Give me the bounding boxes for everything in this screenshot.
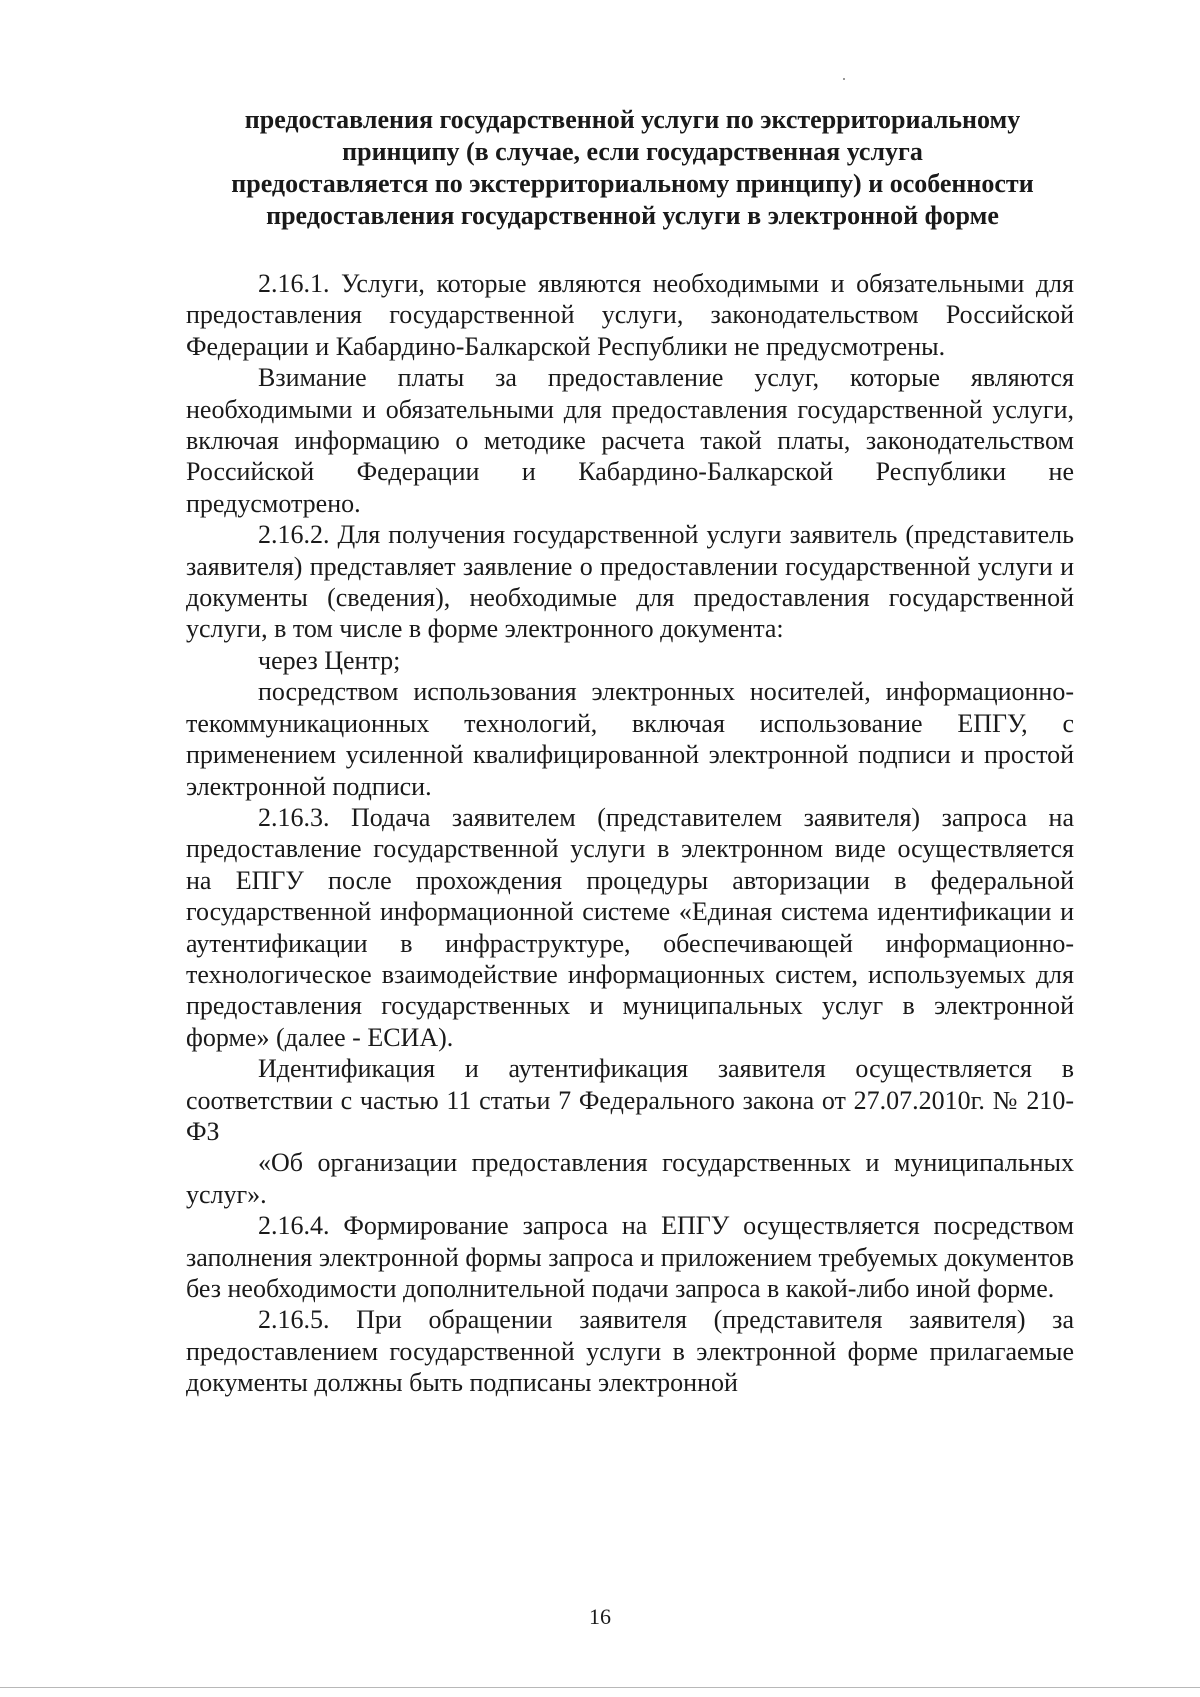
paragraph-fee: Взимание платы за предоставление услуг, которые являются необходимыми и обязательными для предоставления государственной услуги, включая информацию о методике расчета такой платы, законодательством Российской Федерации и Кабардино-Балкарской Республики не предусмотрено. — [186, 363, 1074, 518]
heading-line: принципу (в случае, если государственная услуга — [342, 137, 923, 166]
scan-speck — [843, 78, 845, 80]
paragraph-electronic-means: посредством использования электронных носителей, информационно-текоммуникационных технологий, включая использование ЕПГУ, с применением усиленной квалифицированной электронной подписи и простой электронной подписи. — [186, 677, 1074, 801]
scan-edge-line — [0, 1687, 1200, 1688]
paragraph-2-16-3: 2.16.3. Подача заявителем (представителем заявителя) запроса на предоставление государственной услуги в электронном виде осуществляется на ЕПГУ после прохождения процедуры авторизации в федеральной государственной информационной системе «Единая система идентификации и аутентификации в инфраструктуре, обеспечивающей информационно-технологическое взаимодействие информационных систем, используемых для предоставления государственных и муниципальных услуг в электронной форме» (далее - ЕСИА). — [186, 802, 1074, 1052]
paragraph-via-center: через Центр; — [258, 645, 401, 675]
heading-line: предоставления государственной услуги в электронной форме — [266, 201, 999, 230]
document-body — [186, 268, 1074, 1399]
paragraph-2-16-4: 2.16.4. Формирование запроса на ЕПГУ осуществляется посредством заполнения электронной формы запроса и приложением требуемых документов без необходимости дополнительной подачи запроса в какой-либо иной форме. — [186, 1211, 1074, 1303]
paragraph-2-16-1: 2.16.1. Услуги, которые являются необходимыми и обязательными для предоставления государственной услуги, законодательством Российской Федерации и Кабардино-Балкарской Республики не предусмотрены. — [186, 269, 1074, 361]
paragraph-2-16-2: 2.16.2. Для получения государственной услуги заявитель (представитель заявителя) представляет заявление о предоставлении государственной услуги и документы (сведения), необходимые для предоставления государственной услуги, в том числе в форме электронного документа: — [186, 520, 1074, 644]
paragraph-identification: Идентификация и аутентификация заявителя осуществляется в соответствии с частью 11 статьи 7 Федерального закона от 27.07.2010г. № 210-ФЗ — [186, 1054, 1074, 1146]
page-number: 16 — [589, 1604, 611, 1629]
heading-line: предоставляется по экстерриториальному принципу) и особенности — [231, 169, 1034, 198]
paragraph-law-title: «Об организации предоставления государственных и муниципальных услуг». — [186, 1148, 1074, 1209]
paragraph-2-16-5: 2.16.5. При обращении заявителя (представителя заявителя) за предоставлением государственной услуги в электронной форме прилагаемые документы должны быть подписаны электронной — [186, 1305, 1074, 1398]
heading-line: предоставления государственной услуги по экстерриториальному — [244, 105, 1021, 134]
section-heading — [180, 104, 1085, 232]
